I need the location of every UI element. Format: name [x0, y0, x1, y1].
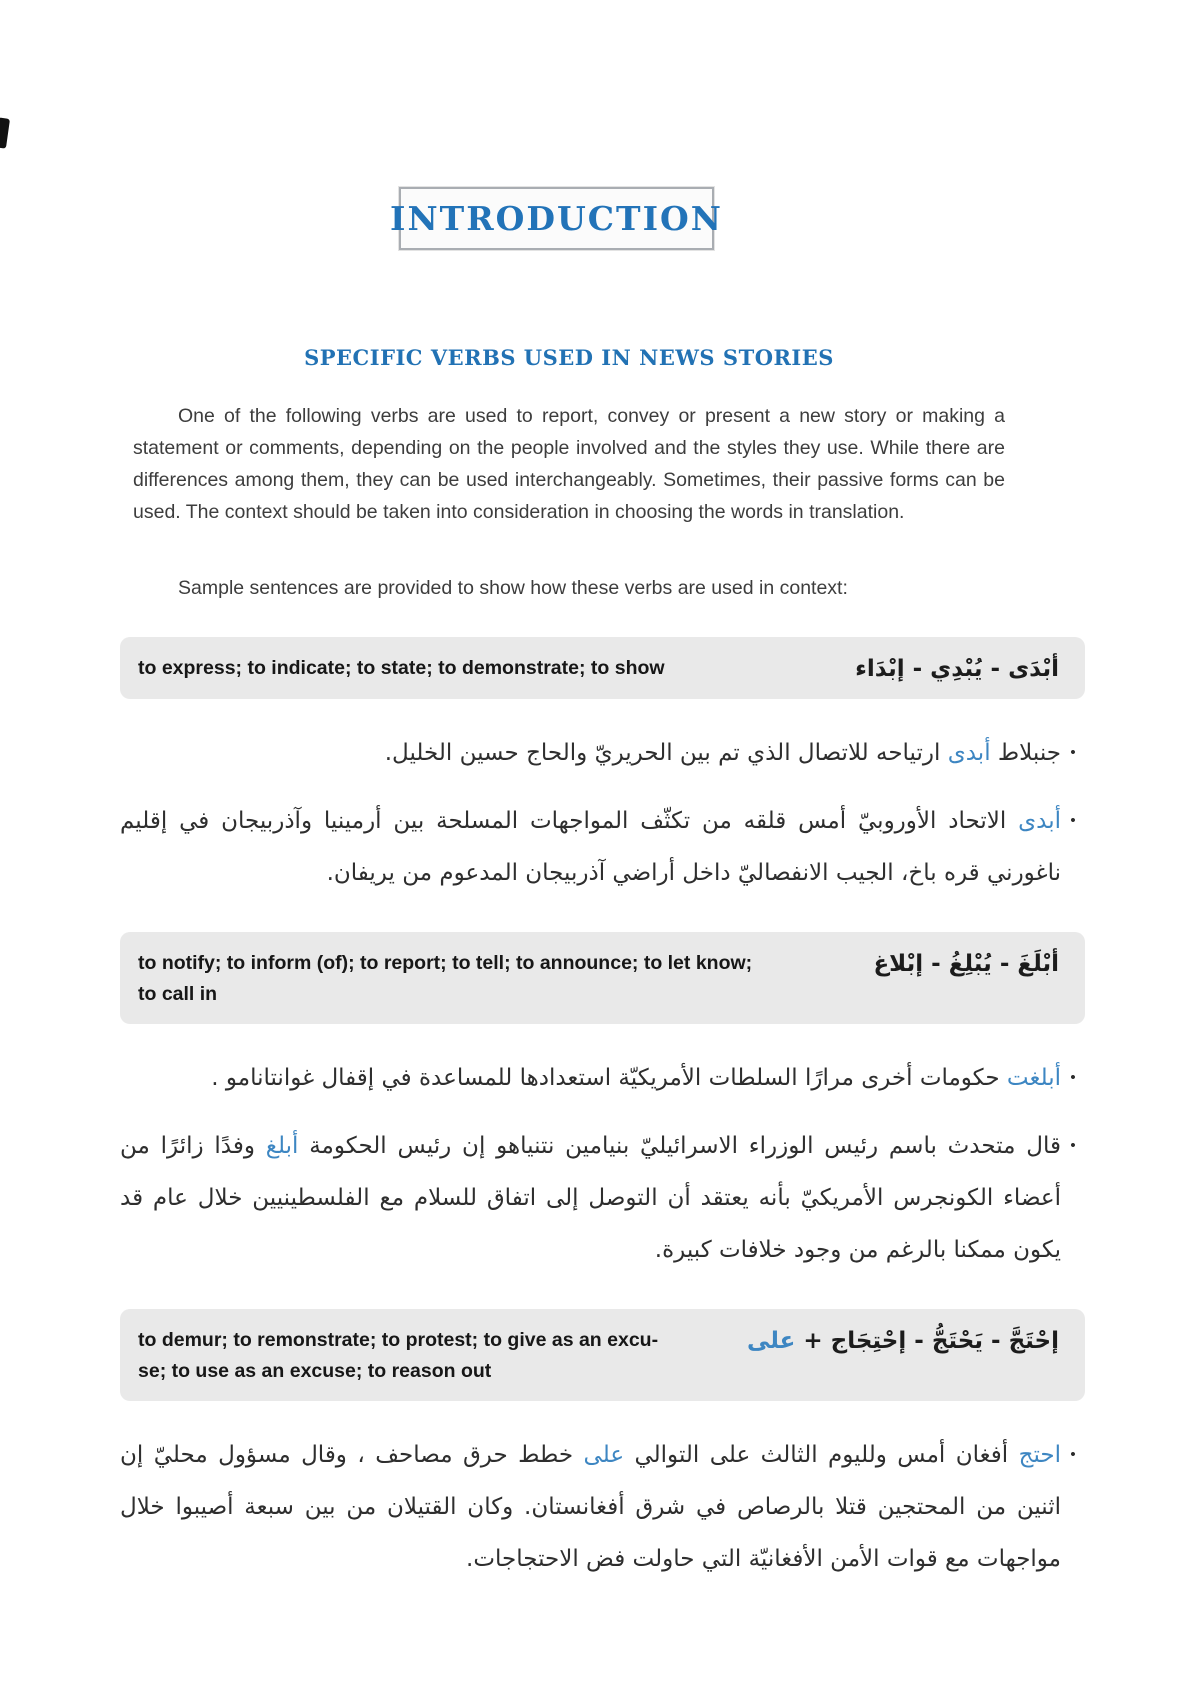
- bullet-dot-icon: •: [1070, 744, 1076, 761]
- verb-entries: [120, 637, 1085, 1585]
- highlighted-word: أبدى: [947, 740, 991, 766]
- section-heading: SPECIFIC VERBS USED IN NEWS STORIES: [304, 345, 834, 370]
- highlighted-word: أبلغت: [1006, 1065, 1061, 1091]
- intro-text-column: [133, 400, 1005, 604]
- bar-english: [138, 948, 873, 1010]
- text-segment: حكومات أخرى مرارًا السلطات الأمريكيّة استعدادها للمساعدة في إقفال غوانتانامو .: [211, 1065, 1007, 1091]
- verb-header-bar: [120, 932, 1085, 1024]
- verb-entry: [120, 932, 1085, 1276]
- text-segment: الاتحاد الأوروبيّ أمس قلقه من تكثّف المواجهات المسلحة بين أرمينيا وآذربيجان في إقليم ناغورني قره باخ، الجيب الانفصاليّ داخل أراضي آذربيجان المدعوم من يريفان.: [120, 808, 1061, 886]
- bullet-list: [120, 1429, 1085, 1585]
- text-segment: أبْدَى - يُبْدِي - إبْدَاء: [855, 656, 1059, 682]
- bullet-dot-icon: •: [1070, 1446, 1076, 1463]
- bar-arabic: [873, 948, 1065, 980]
- highlighted-word: على: [746, 1328, 796, 1354]
- bullet-dot-icon: •: [1070, 1069, 1076, 1086]
- bullet-dot-icon: •: [1070, 1137, 1076, 1154]
- text-segment: وفدًا زائرًا من أعضاء الكونجرس الأمريكيّ بأنه يعتقد أن التوصل إلى اتفاق للسلام مع الفلسطينيين خلال عام قد يكون ممكنا بالرغم من وجود خلافات كبيرة.: [120, 1133, 1061, 1263]
- verb-header-bar: [120, 637, 1085, 699]
- bar-english-line: to demur; to remonstrate; to protest; to give as an excu-: [138, 1329, 659, 1351]
- intro-paragraph: One of the following verbs are used to report, convey or present a new story or making a statement or comments, depending on the people involved and the styles they use. While there are differences among them, they can be used interchangeably. Sometimes, their passive forms can be used. The context should be taken into consideration in choosing the words in translation.: [133, 405, 1005, 523]
- text-segment: قال متحدث باسم رئيس الوزراء الاسرائيليّ بنيامين نتنياهو إن رئيس الحكومة: [298, 1133, 1061, 1159]
- verb-entry: [120, 1309, 1085, 1585]
- bar-english-line: to call in: [138, 983, 218, 1005]
- bullet-item: [120, 795, 1085, 899]
- bar-english-line: se; to use as an excuse; to reason out: [138, 1360, 492, 1382]
- bullet-list: [120, 1052, 1085, 1276]
- text-segment: إحْتَجَّ - يَحْتَجُّ - إحْتِجَاج +: [795, 1328, 1059, 1354]
- bullet-item: [120, 1429, 1085, 1585]
- bullet-text: [120, 1120, 1061, 1276]
- text-segment: ارتياحه للاتصال الذي تم بين الحريريّ والحاج حسين الخليل.: [384, 740, 948, 766]
- bar-arabic: [855, 653, 1065, 685]
- bar-english-line: to express; to indicate; to state; to demonstrate; to show: [138, 657, 665, 679]
- text-segment: جنبلاط: [990, 740, 1061, 766]
- highlighted-word: على: [583, 1442, 625, 1468]
- bullet-item: [120, 1120, 1085, 1276]
- title-box: [390, 187, 723, 250]
- bullet-item: [120, 727, 1085, 779]
- highlighted-word: احتج: [1018, 1442, 1061, 1468]
- text-segment: أفغان أمس ولليوم الثالث على التوالي: [624, 1442, 1019, 1468]
- scan-artifact: [0, 117, 10, 148]
- sample-sentences-line: Sample sentences are provided to show how these verbs are used in context:: [178, 577, 848, 599]
- bullet-list: [120, 727, 1085, 899]
- bullet-item: [120, 1052, 1085, 1104]
- bar-english: [138, 653, 855, 684]
- bar-arabic: [747, 1325, 1065, 1357]
- verb-header-bar: [120, 1309, 1085, 1401]
- bullet-text: [120, 1052, 1061, 1104]
- text-segment: أبْلَغَ - يُبْلِغُ - إبْلاغ: [873, 951, 1059, 977]
- bullet-text: [120, 795, 1061, 899]
- page-title: INTRODUCTION: [390, 199, 723, 238]
- bullet-text: [120, 1429, 1061, 1585]
- highlighted-word: أبدى: [1018, 808, 1061, 834]
- bullet-dot-icon: •: [1070, 812, 1076, 829]
- text-segment: خطط حرق مصاحف ، وقال مسؤول محليّ إن اثنين من المحتجين قتلا بالرصاص في شرق أفغانستان. وكان القتيلان من بين سبعة أصيبوا خلال مواجهات مع قوات الأمن الأفغانيّة التي حاولت فض الاحتجاجات.: [120, 1442, 1061, 1572]
- bullet-text: [120, 727, 1061, 779]
- bar-english-line: to notify; to inform (of); to report; to tell; to announce; to let know;: [138, 952, 753, 974]
- bar-english: [138, 1325, 747, 1387]
- highlighted-word: أبلغ: [265, 1133, 299, 1159]
- verb-entry: [120, 637, 1085, 899]
